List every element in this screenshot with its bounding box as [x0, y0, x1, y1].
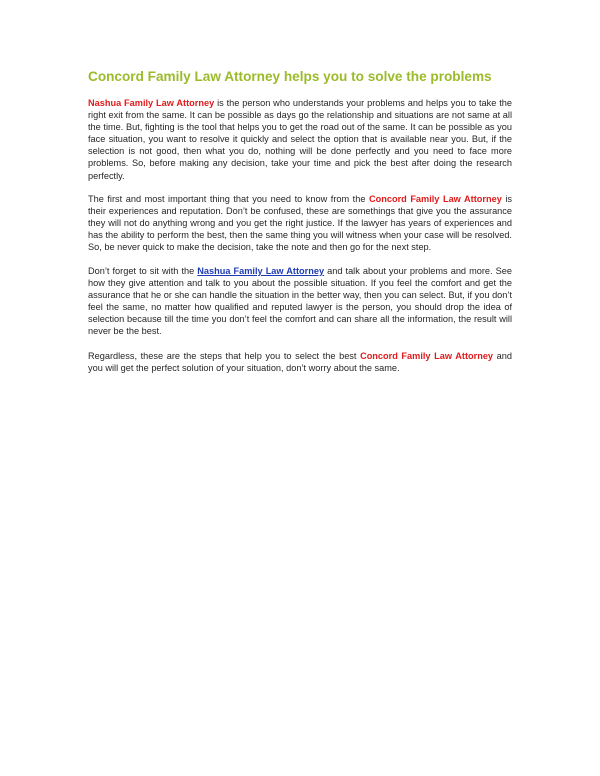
paragraph-2-text-after: is their experiences and reputation. Don’t be confused, these are somethings that give you the assurance they will not do anything wrong and you get the right justice. If the lawyer has years of experiences and has the ability to perform the best, then the same thing you will witness when your case will be resolved. So, be never quick to make the decision, take the note and then go for the next step.	[88, 194, 512, 253]
paragraph-4-text-after: and you will get the perfect solution of your situation, don’t worry about the same.	[88, 351, 512, 374]
paragraph-3-text-after: and talk about your problems and more. See how they give attention and talk to you about the possible situation. If you feel the comfort and get the assurance that he or she can handle the situation in the better way, then you can select. But, if you don’t feel the same, no matter how qualified and reputed lawyer is the person, you should drop the idea of selection because till the time you don’t feel the comfort and can share all the information, the result will never be the best.	[88, 266, 512, 337]
page-title: Concord Family Law Attorney helps you to solve the problems	[88, 69, 492, 84]
paragraph-2-text-before: The first and most important thing that you need to know from the	[88, 194, 369, 204]
paragraph-4-text-before: Regardless, these are the steps that help you to select the best	[88, 351, 361, 361]
paragraph-3	[88, 265, 512, 338]
keyword-concord-family-law-attorney-2[interactable]: Concord Family Law Attorney	[360, 351, 494, 361]
paragraph-2	[88, 193, 512, 253]
paragraph-3-text-before: Don’t forget to sit with the	[88, 266, 198, 276]
paragraph-4	[88, 350, 512, 374]
keyword-nashua-family-law-attorney[interactable]: Nashua Family Law Attorney	[88, 98, 215, 108]
keyword-concord-family-law-attorney[interactable]: Concord Family Law Attorney	[369, 194, 502, 204]
paragraph-1	[88, 97, 512, 182]
paragraph-1-text: is the person who understands your problems and helps you to take the right exit from the same. It can be possible as days go the relationship and situations are not same at all the time. But, fighting is the tool that helps you to get the road out of the same. It can be possible as you face situation, you want to resolve it quickly and select the option that is available near you. But, if the selection is not good, then what you do, nothing will be done perfectly and you need to face more problems. So, before making any decision, take your time and pick the best after doing the research perfectly.	[88, 98, 512, 181]
link-nashua-family-law-attorney[interactable]: Nashua Family Law Attorney	[197, 266, 325, 276]
